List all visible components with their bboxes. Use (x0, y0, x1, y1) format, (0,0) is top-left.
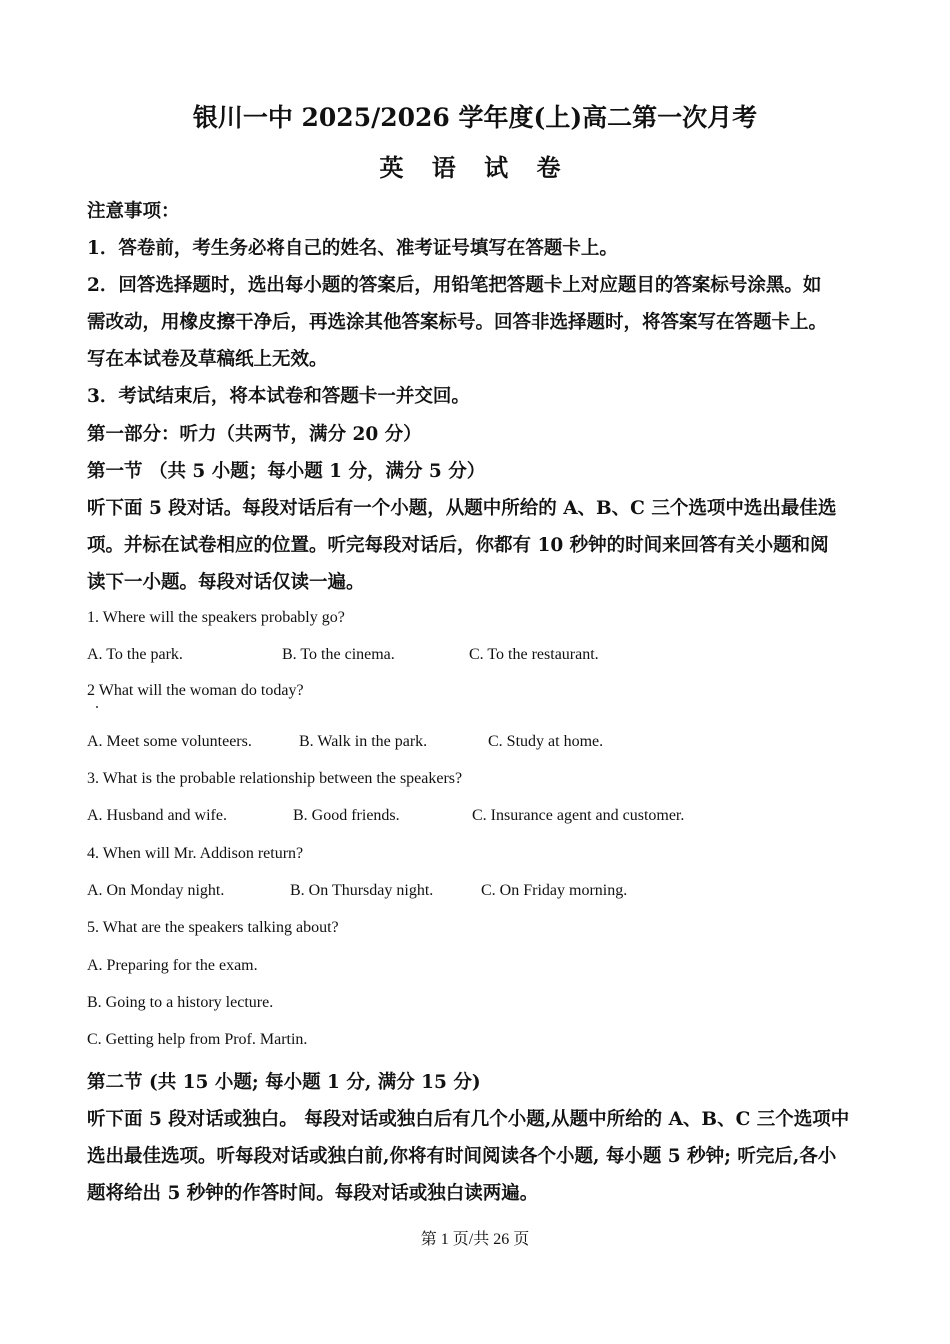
question-1-stem: 1. Where will the speakers probably go? (87, 609, 345, 626)
question-4-option-c: C. On Friday morning. (481, 882, 628, 899)
question-1-option-b: B. To the cinema. (282, 646, 395, 663)
section-1-heading: 第一节 （共 5 小题；每小题 1 分，满分 5 分） (87, 461, 486, 482)
question-5-option-b: B. Going to a history lecture. (87, 994, 274, 1011)
notice-item-1: 1．答卷前，考生务必将自己的姓名、准考证号填写在答题卡上。 (87, 238, 618, 259)
section-1-instruction-line-3: 读下一小题。每段对话仅读一遍。 (87, 572, 365, 593)
question-5-stem: 5. What are the speakers talking about? (87, 919, 339, 936)
section-1-instruction-line-1: 听下面 5 段对话。每段对话后有一个小题，从题中所给的 A、B、C 三个选项中选出最佳选 (87, 498, 837, 519)
question-4-stem: 4. When will Mr. Addison return? (87, 845, 304, 862)
section-2-instruction-line-3: 题将给出 5 秒钟的作答时间。每段对话或独白读两遍。 (87, 1183, 539, 1204)
exam-subtitle: 英 语 试 卷 (379, 153, 571, 182)
notice-item-3: 3．考试结束后，将本试卷和答题卡一并交回。 (87, 386, 470, 407)
page-number: 第 1 页/共 26 页 (420, 1231, 530, 1248)
question-3-option-b: B. Good friends. (293, 807, 400, 824)
section-2-instruction-line-1: 听下面 5 段对话或独白。 每段对话或独白后有几个小题,从题中所给的 A、B、C 三个选项中 (87, 1109, 850, 1130)
notice-item-2-line-3: 写在本试卷及草稿纸上无效。 (87, 349, 328, 370)
stray-dot-mark (96, 706, 98, 708)
notice-item-2-line-2: 需改动，用橡皮擦干净后，再选涂其他答案标号。回答非选择题时，将答案写在答题卡上。 (87, 312, 828, 333)
question-1-option-c: C. To the restaurant. (469, 646, 599, 663)
part-1-heading: 第一部分：听力（共两节，满分 20 分） (87, 424, 422, 445)
notice-heading: 注意事项： (87, 201, 180, 222)
section-1-instruction-line-2: 项。并标在试卷相应的位置。听完每段对话后，你都有 10 秒钟的时间来回答有关小题和阅 (87, 535, 829, 556)
notice-item-2-line-1: 2．回答选择题时，选出每小题的答案后，用铅笔把答题卡上对应题目的答案标号涂黑。如 (87, 275, 822, 296)
question-3-option-a: A. Husband and wife. (87, 807, 227, 824)
question-4-option-b: B. On Thursday night. (290, 882, 434, 899)
question-4-option-a: A. On Monday night. (87, 882, 225, 899)
section-2-heading: 第二节 (共 15 小题; 每小题 1 分, 满分 15 分) (87, 1072, 481, 1093)
question-5-option-c: C. Getting help from Prof. Martin. (87, 1031, 308, 1048)
question-5-option-a: A. Preparing for the exam. (87, 957, 258, 974)
question-2-option-c: C. Study at home. (488, 733, 604, 750)
question-2-stem: 2 What will the woman do today? (87, 682, 304, 699)
exam-title: 银川一中 2025/2026 学年度(上)高二第一次月考 (192, 103, 758, 132)
question-2-option-b: B. Walk in the park. (299, 733, 428, 750)
question-3-stem: 3. What is the probable relationship between the speakers? (87, 770, 463, 787)
question-2-option-a: A. Meet some volunteers. (87, 733, 252, 750)
question-1-option-a: A. To the park. (87, 646, 183, 663)
question-3-option-c: C. Insurance agent and customer. (472, 807, 685, 824)
section-2-instruction-line-2: 选出最佳选项。听每段对话或独白前,你将有时间阅读各个小题, 每小题 5 秒钟; 听完后,各小 (87, 1146, 837, 1167)
